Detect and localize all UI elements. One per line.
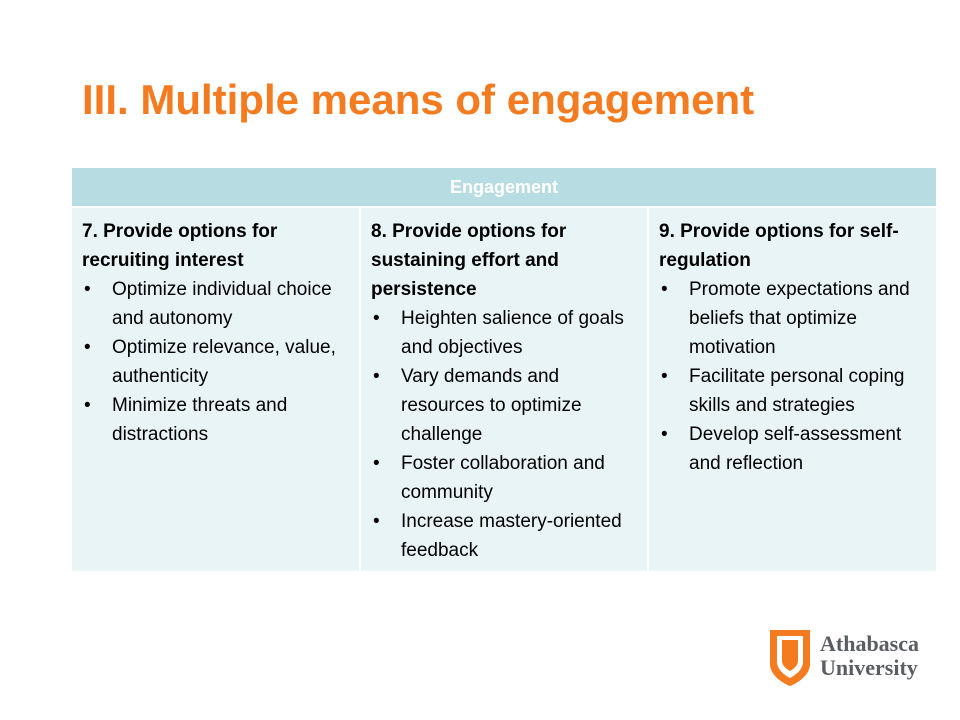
- bullet-icon: •: [84, 337, 91, 358]
- list-item-text: Increase mastery-oriented feedback: [401, 511, 622, 561]
- table-header-row: [72, 168, 936, 207]
- logo-line-1: Athabasca: [820, 631, 920, 656]
- column-self-regulation: [648, 207, 936, 571]
- slide-title: III. Multiple means of engagement: [82, 76, 755, 123]
- bullet-icon: •: [373, 366, 380, 387]
- list-item-text: Optimize relevance, value, authenticity: [112, 337, 336, 387]
- list-item: [371, 507, 639, 565]
- column-sustaining-effort: [360, 207, 648, 571]
- list-item-text: Facilitate personal coping skills and strategies: [689, 366, 905, 416]
- bullet-icon: •: [661, 279, 668, 300]
- column-heading: 9. Provide options for self-regulation: [659, 221, 899, 271]
- bullet-icon: •: [661, 424, 668, 445]
- logo-line-2: University: [820, 655, 918, 680]
- table-row: [72, 207, 936, 571]
- list-item: [659, 275, 928, 362]
- logo-text: [820, 632, 919, 680]
- list-item-text: Minimize threats and distractions: [112, 395, 288, 445]
- column-recruiting-interest: [72, 207, 360, 571]
- list-item: [371, 449, 639, 507]
- bullet-icon: •: [661, 366, 668, 387]
- column-heading: 7. Provide options for recruiting interest: [82, 221, 278, 271]
- list-item: [659, 420, 928, 478]
- list-item-text: Develop self-assessment and reflection: [689, 424, 902, 474]
- engagement-table: [72, 168, 936, 571]
- list-item: [371, 362, 639, 449]
- bullet-icon: •: [373, 511, 380, 532]
- column-heading: 8. Provide options for sustaining effort and persistence: [371, 221, 567, 300]
- bullet-list: [659, 275, 928, 478]
- bullet-list: [82, 275, 351, 449]
- shield-icon: [768, 628, 812, 688]
- bullet-icon: •: [84, 395, 91, 416]
- bullet-icon: •: [373, 453, 380, 474]
- bullet-icon: •: [84, 279, 91, 300]
- list-item: [82, 391, 351, 449]
- list-item-text: Heighten salience of goals and objectives: [401, 308, 624, 358]
- list-item: [82, 275, 351, 333]
- list-item-text: Optimize individual choice and autonomy: [112, 279, 332, 329]
- list-item-text: Foster collaboration and community: [401, 453, 605, 503]
- list-item-text: Vary demands and resources to optimize challenge: [401, 366, 582, 445]
- athabasca-university-logo: [768, 628, 938, 688]
- table-header: Engagement: [72, 168, 936, 207]
- bullet-icon: •: [373, 308, 380, 329]
- bullet-list: [371, 304, 639, 565]
- list-item: [659, 362, 928, 420]
- list-item-text: Promote expectations and beliefs that optimize motivation: [689, 279, 910, 358]
- list-item: [371, 304, 639, 362]
- list-item: [82, 333, 351, 391]
